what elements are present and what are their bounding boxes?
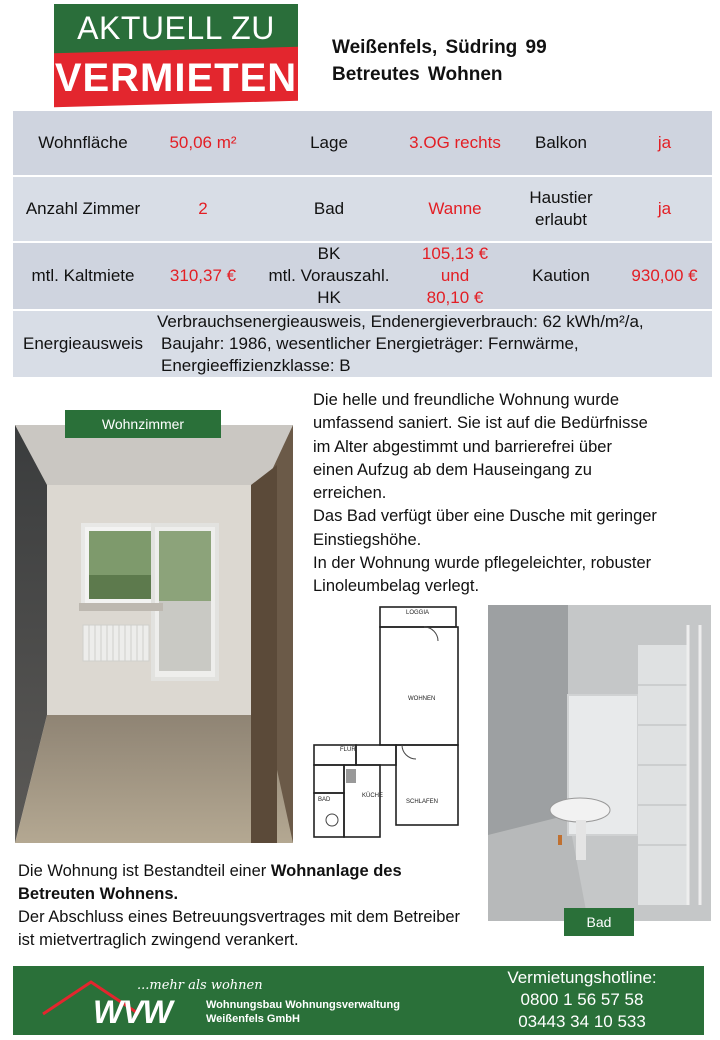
floor-plan-drawing xyxy=(304,605,468,845)
vorauszahlung-value xyxy=(405,243,505,311)
living-room-photo xyxy=(15,425,293,843)
assisted-living-note xyxy=(18,860,468,952)
description-line: im Alter abgestimmt und barrierefrei über xyxy=(313,437,612,456)
title-location: Weißenfels, Südring 99 xyxy=(332,37,547,58)
plan-label-kueche: KÜCHE xyxy=(362,793,384,799)
bad-label: Bad xyxy=(253,177,405,243)
kaltmiete-value: 310,37 € xyxy=(153,243,253,311)
bathroom-illustration xyxy=(488,605,711,921)
table-row xyxy=(13,311,712,379)
description-line: erreichen. xyxy=(313,484,387,503)
page-title xyxy=(332,34,547,88)
hotline xyxy=(467,967,697,1033)
table-row xyxy=(13,111,712,177)
description-line: Einstiegshöhe. xyxy=(313,530,422,549)
energie-label: Energieausweis xyxy=(13,311,153,379)
description-line: Linoleumbelag verlegt. xyxy=(313,577,480,596)
company-logo xyxy=(13,966,453,1035)
note-bold: Wohnanlage des Betreuten Wohnens. xyxy=(18,862,402,903)
balkon-value: ja xyxy=(617,111,712,177)
kaltmiete-label: mtl. Kaltmiete xyxy=(13,243,153,311)
kaution-label: Kaution xyxy=(505,243,617,311)
company-line1: Wohnungsbau Wohnungsverwaltung xyxy=(206,999,400,1011)
banner-line2: VERMIETEN xyxy=(54,56,298,100)
balkon-label: Balkon xyxy=(505,111,617,177)
wohnflaeche-label: Wohnfläche xyxy=(13,111,153,177)
note-part2: Der Abschluss eines Betreuungsvertrages mit dem Betreiber ist mietvertraglich zwingend verankert. xyxy=(18,908,461,949)
haustier-value: ja xyxy=(617,177,712,243)
bad-value: Wanne xyxy=(405,177,505,243)
kaution-value: 930,00 € xyxy=(617,243,712,311)
slogan: ...mehr als wohnen xyxy=(137,978,263,993)
banner-bottom xyxy=(54,47,298,107)
description-line: einen Aufzug ab dem Hauseingang zu xyxy=(313,460,592,479)
haustier-label xyxy=(505,177,617,243)
plan-label-loggia: LOGGIA xyxy=(406,610,430,616)
description-line: Das Bad verfügt über eine Dusche mit geringer xyxy=(313,507,657,526)
wvw-logo-text: WVW xyxy=(93,994,172,1030)
table-row xyxy=(13,177,712,243)
vz-value-bk: 105,13 € xyxy=(421,244,489,263)
company-name xyxy=(206,998,400,1026)
plan-label-schlafen: SCHLAFEN xyxy=(406,799,439,805)
hotline-phone-2[interactable]: 03443 34 10 533 xyxy=(518,1012,646,1031)
table-row xyxy=(13,243,712,311)
energie-line3: Energieeffizienzklasse: B xyxy=(161,356,351,375)
description-line: Die helle und freundliche Wohnung wurde xyxy=(313,391,620,409)
vz-value-hk: 80,10 € xyxy=(426,288,484,307)
haustier-label-line2: erlaubt xyxy=(535,210,587,229)
company-line2: Weißenfels GmbH xyxy=(206,1013,300,1025)
wohnflaeche-value: 50,06 m² xyxy=(153,111,253,177)
banner-line1: AKTUELL ZU xyxy=(77,10,275,46)
bathroom-label: Bad xyxy=(564,908,634,936)
description-line: umfassend saniert. Sie ist auf die Bedürfnisse xyxy=(313,414,648,433)
energie-details xyxy=(153,311,712,379)
footer xyxy=(13,966,704,1035)
title-type: Betreutes Wohnen xyxy=(332,64,503,85)
hotline-phone-1[interactable]: 0800 1 56 57 58 xyxy=(520,990,644,1009)
lage-label: Lage xyxy=(253,111,405,177)
hotline-title: Vermietungshotline: xyxy=(507,968,657,987)
bathroom-photo xyxy=(488,605,711,921)
vorauszahlung-label xyxy=(253,243,405,311)
plan-label-flur: FLUR xyxy=(340,747,356,753)
banner-top xyxy=(54,4,298,54)
living-room-illustration xyxy=(15,425,293,843)
zimmer-label: Anzahl Zimmer xyxy=(13,177,153,243)
haustier-label-line1: Haustier xyxy=(529,188,593,207)
lage-value: 3.OG rechts xyxy=(405,111,505,177)
plan-label-bad: BAD xyxy=(318,797,331,803)
description-text xyxy=(313,389,713,599)
property-info-table xyxy=(13,111,712,379)
zimmer-value: 2 xyxy=(153,177,253,243)
floor-plan xyxy=(304,605,468,845)
vz-label-bk: BK xyxy=(317,244,341,263)
rent-banner xyxy=(54,4,298,104)
description-line: In der Wohnung wurde pflegeleichter, robuster xyxy=(313,554,652,573)
energie-line1: Verbrauchsenergieausweis, Endenergieverbrauch: 62 kWh/m²/a, xyxy=(157,312,644,331)
note-part1: Die Wohnung ist Bestandteil einer xyxy=(18,862,271,880)
vz-label-main: mtl. Vorauszahl. xyxy=(268,266,390,285)
plan-label-wohnen: WOHNEN xyxy=(408,696,436,702)
energie-line2: Baujahr: 1986, wesentlicher Energieträger: Fernwärme, xyxy=(161,334,579,353)
living-room-label: Wohnzimmer xyxy=(65,410,221,438)
vz-value-and: und xyxy=(440,266,470,285)
vz-label-hk: HK xyxy=(317,288,341,307)
